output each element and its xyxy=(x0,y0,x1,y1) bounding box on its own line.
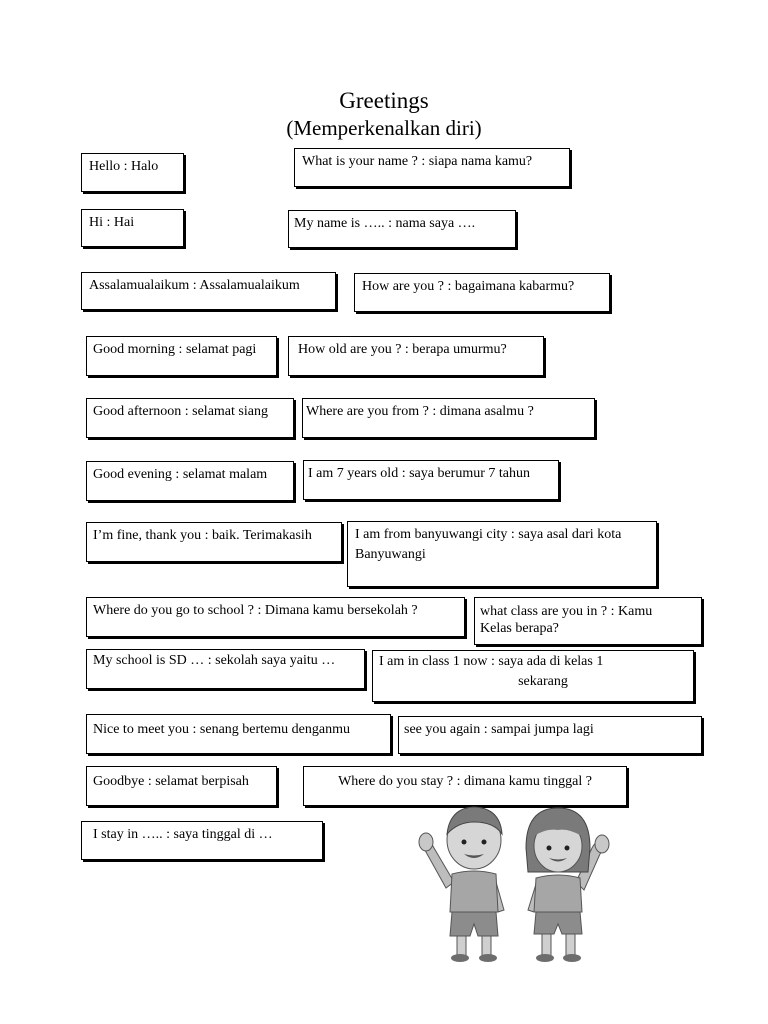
kids-waving-illustration xyxy=(412,790,618,970)
phrase-text: Good evening : selamat malam xyxy=(93,467,268,482)
phrase-i-am-7-years-old xyxy=(303,460,559,500)
phrase-text: I stay in ….. : saya tinggal di … xyxy=(93,827,273,842)
phrase-good-morning xyxy=(86,336,277,376)
phrase-how-are-you xyxy=(354,273,610,312)
phrase-text: How are you ? : bagaimana kabarmu? xyxy=(362,279,575,294)
phrase-text: I am 7 years old : saya berumur 7 tahun xyxy=(308,466,530,481)
phrase-text: I am from banyuwangi city : saya asal dari kota xyxy=(355,527,622,542)
phrase-text: Hello : Halo xyxy=(89,159,159,174)
phrase-where-are-you-from xyxy=(302,398,595,438)
phrase-text: Where do you stay ? : dimana kamu tinggal ? xyxy=(338,774,592,789)
phrase-text: My school is SD … : sekolah saya yaitu … xyxy=(93,653,336,668)
phrase-text: I’m fine, thank you : baik. Terimakasih xyxy=(93,528,312,543)
phrase-text: Goodbye : selamat berpisah xyxy=(93,774,249,789)
phrase-text: Where are you from ? : dimana asalmu ? xyxy=(306,404,534,419)
phrase-text: Good morning : selamat pagi xyxy=(93,342,257,357)
phrase-nice-to-meet-you xyxy=(86,714,391,754)
phrase-assalamualaikum xyxy=(81,272,336,310)
phrase-text: see you again : sampai jumpa lagi xyxy=(404,722,594,737)
phrase-im-fine xyxy=(86,522,342,562)
phrase-text-line2: Banyuwangi xyxy=(355,547,426,562)
page-subtitle: (Memperkenalkan diri) xyxy=(286,116,482,140)
phrase-my-school-is xyxy=(86,649,365,689)
phrase-text: Good afternoon : selamat siang xyxy=(93,404,268,419)
phrase-text: My name is ….. : nama saya …. xyxy=(294,216,476,231)
phrase-where-do-you-go-to-school xyxy=(86,597,465,637)
boy-figure xyxy=(419,807,504,962)
phrase-text: Where do you go to school ? : Dimana kamu bersekolah ? xyxy=(93,603,418,618)
phrase-text: I am in class 1 now : saya ada di kelas 1 xyxy=(379,654,604,669)
phrase-text-line2: Kelas berapa? xyxy=(480,621,559,636)
phrase-text: What is your name ? : siapa nama kamu? xyxy=(302,154,533,169)
phrase-good-afternoon xyxy=(86,398,294,438)
phrase-what-is-your-name xyxy=(294,148,570,187)
phrase-text: Hi : Hai xyxy=(89,215,135,230)
phrase-text-line2: sekarang xyxy=(518,674,568,689)
phrase-good-evening xyxy=(86,461,294,501)
phrase-text: Nice to meet you : senang bertemu denganmu xyxy=(93,722,350,737)
phrase-i-am-in-class-1 xyxy=(372,650,694,702)
phrase-text: How old are you ? : berapa umurmu? xyxy=(298,342,507,357)
page-title: Greetings xyxy=(339,88,429,113)
phrase-text: Assalamualaikum : Assalamualaikum xyxy=(89,278,300,293)
phrase-what-class-are-you-in xyxy=(474,597,702,645)
phrase-goodbye xyxy=(86,766,277,806)
girl-figure xyxy=(526,808,609,962)
phrase-i-am-from-banyuwangi xyxy=(347,521,657,587)
phrase-hi xyxy=(81,209,184,247)
phrase-how-old-are-you xyxy=(288,336,544,376)
phrase-text: what class are you in ? : Kamu xyxy=(480,604,653,619)
phrase-hello xyxy=(81,153,184,192)
phrase-my-name-is xyxy=(288,210,516,248)
phrase-see-you-again xyxy=(398,716,702,754)
phrase-i-stay-in xyxy=(81,821,323,860)
